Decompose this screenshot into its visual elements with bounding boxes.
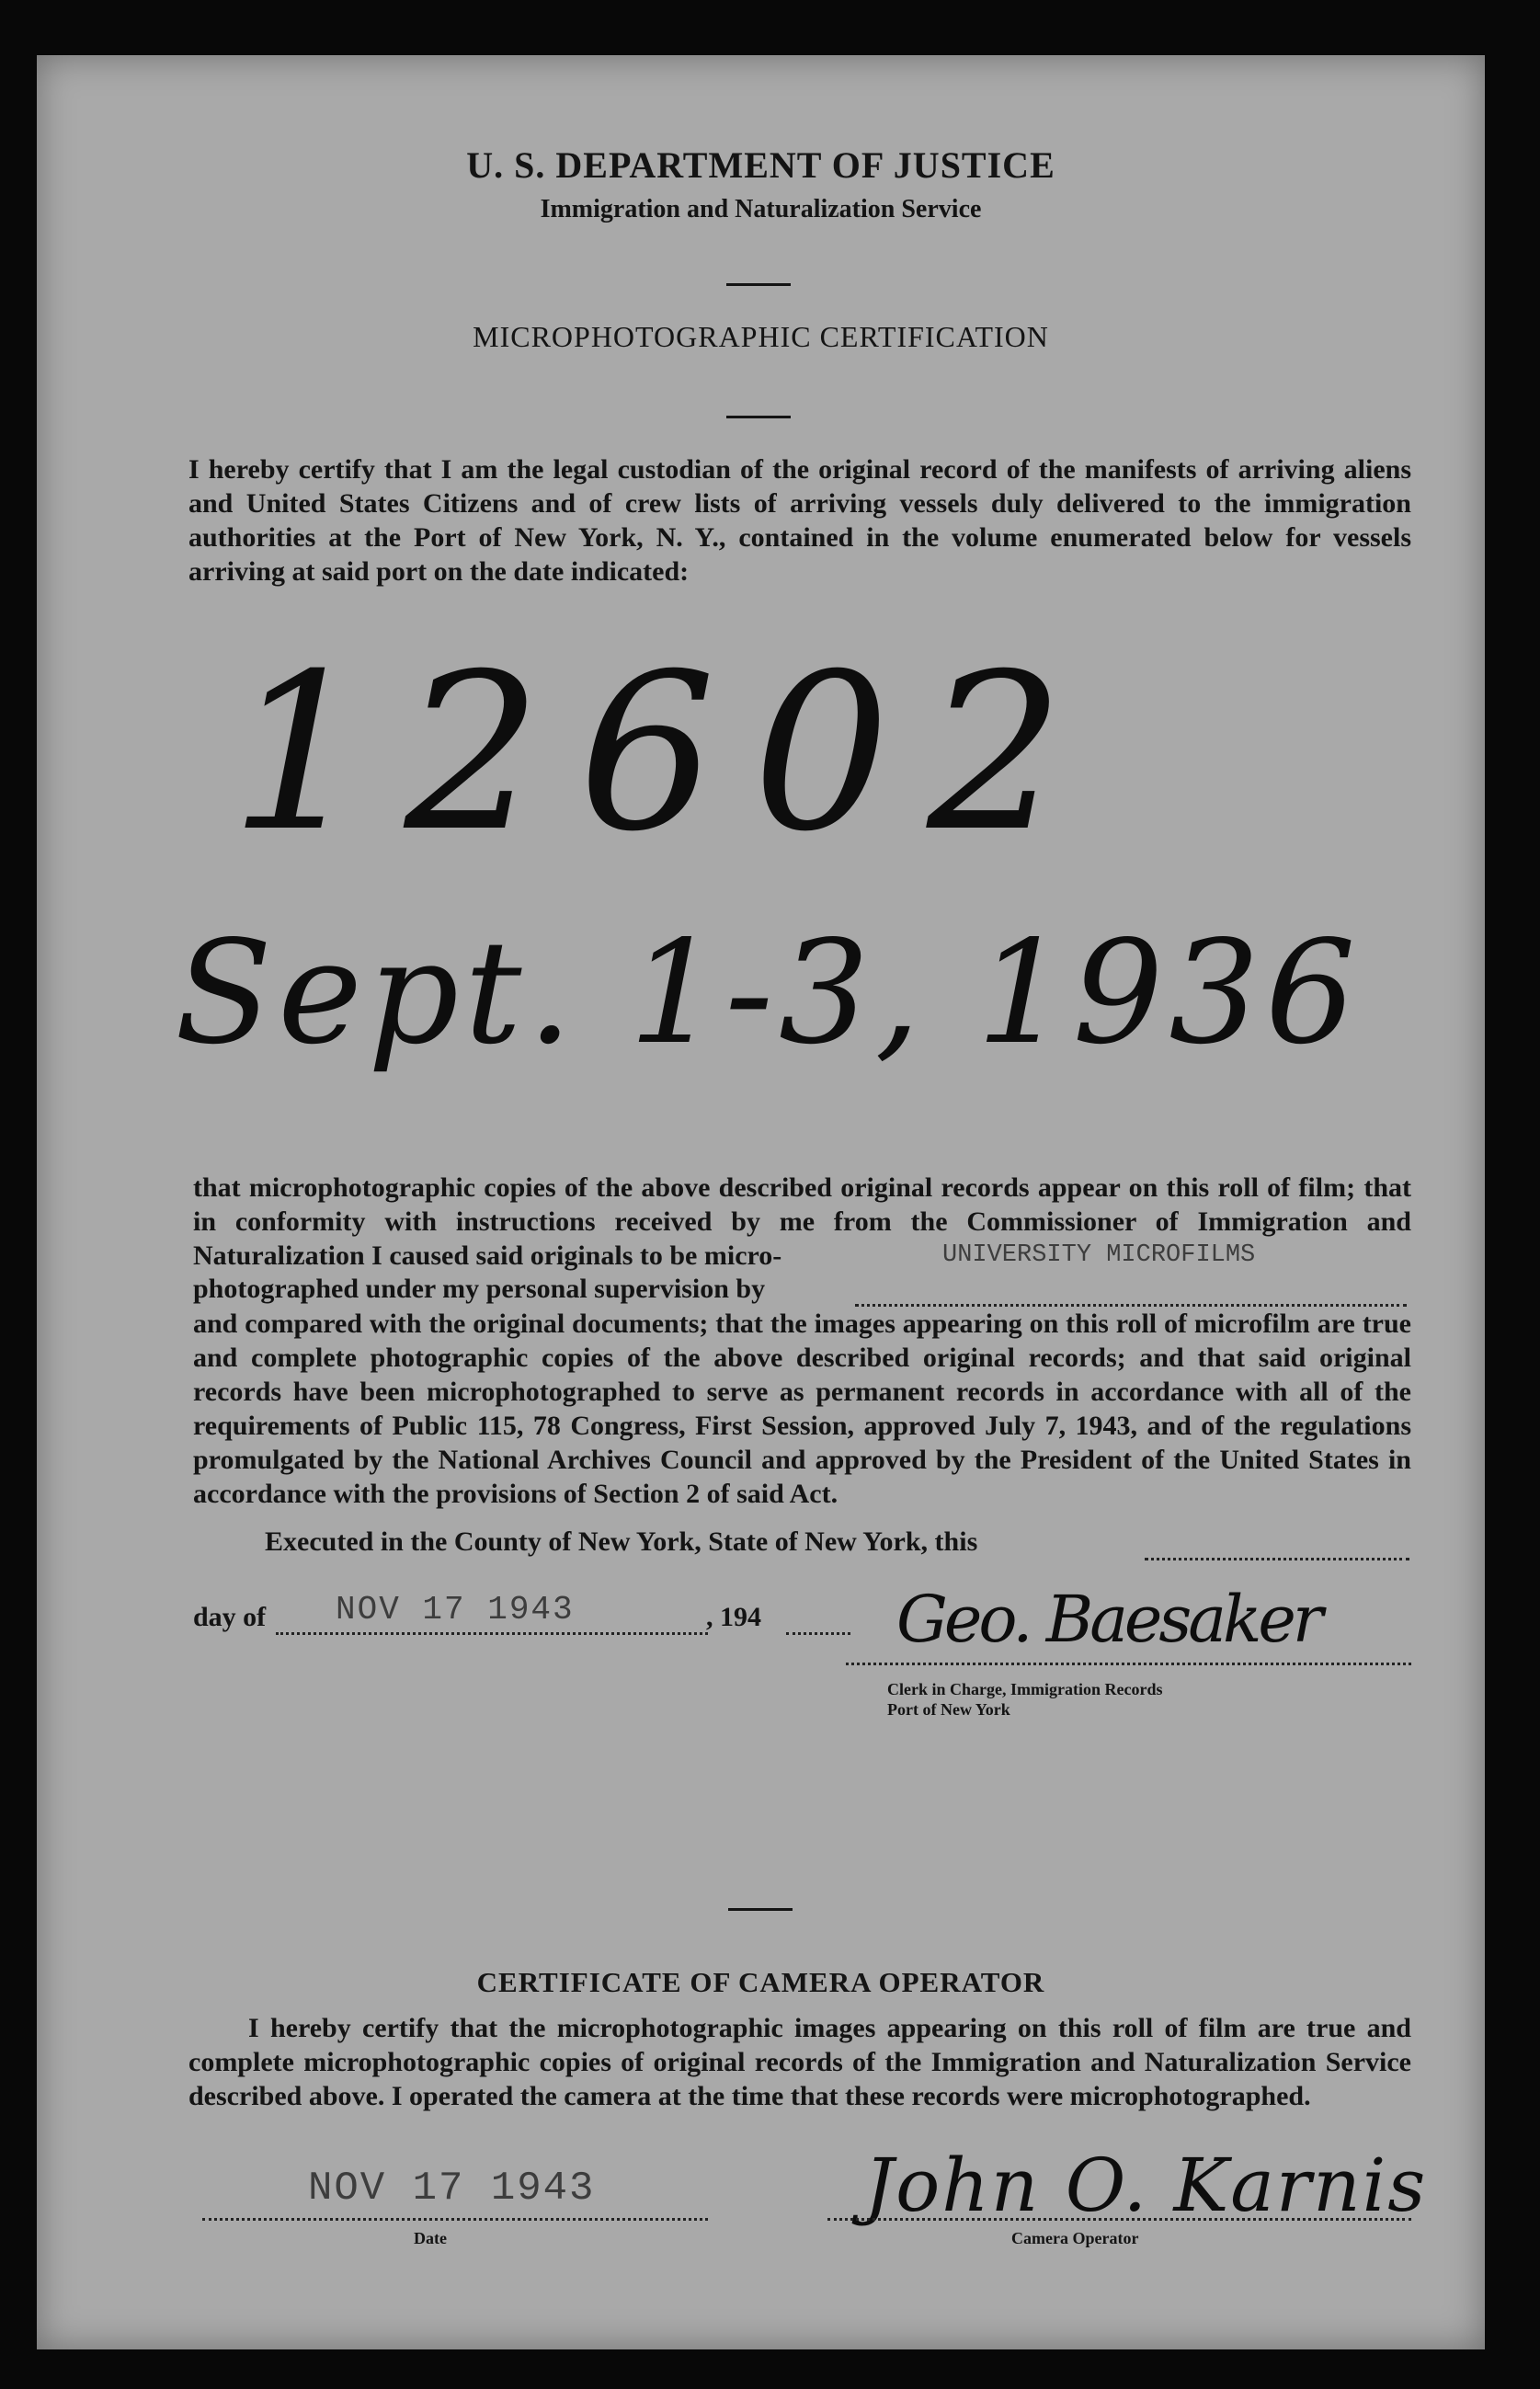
executed-text: Executed in the County of New York, State of New York, this bbox=[265, 1526, 978, 1557]
divider bbox=[726, 283, 791, 286]
operator-date-line bbox=[202, 2218, 708, 2221]
body-paragraph-2: and compared with the original documents; that the images appearing on this roll of microfilm are true and complete photographic copies of the above described original records; and that said original records have been microphotographed to serve as permanent records in accordance with all of the requirements of Public 115, 78 Congress, First Session, approved July 7, 1943, and of the regulations promulgated by the National Archives Council and approved by the President of the United States in accordance with the provisions of Section 2 of said Act. bbox=[193, 1309, 1411, 1509]
day-line bbox=[1145, 1558, 1409, 1560]
operator-date-label: Date bbox=[414, 2229, 447, 2247]
clerk-signature-line bbox=[846, 1663, 1411, 1665]
service-subheading: Immigration and Naturalization Service bbox=[540, 195, 982, 223]
day-of-stamp: NOV 17 1943 bbox=[336, 1591, 575, 1629]
operator-signature-line bbox=[827, 2218, 1411, 2221]
certification-title: MICROPHOTOGRAPHIC CERTIFICATION bbox=[473, 320, 1049, 353]
supervisor-stamp: UNIVERSITY MICROFILMS bbox=[942, 1241, 1256, 1269]
department-heading: U. S. DEPARTMENT OF JUSTICE bbox=[466, 144, 1055, 186]
body-paragraph-1: that microphotographic copies of the above described original records appear on this roll of film; that in conformity with instructions received by me from the Commissioner of Immigration and Naturalization I caused said originals to be micro- bbox=[193, 1172, 1411, 1271]
certificate-page bbox=[37, 55, 1485, 2349]
camera-operator-heading: CERTIFICATE OF CAMERA OPERATOR bbox=[476, 1966, 1045, 1998]
operator-signature-label: Camera Operator bbox=[1011, 2229, 1139, 2247]
handwritten-date-range: Sept. 1-3, 1936 bbox=[175, 909, 1362, 1076]
supervision-label: photographed under my personal supervision by bbox=[193, 1274, 766, 1304]
camera-operator-paragraph: I hereby certify that the microphotographic images appearing on this roll of film are true and complete microphotographic copies of original records of the Immigration and Naturalization Service described above. I operated the camera at the time that these records were microphotographed. bbox=[188, 2013, 1411, 2111]
handwritten-volume-number: 12602 bbox=[230, 628, 1101, 879]
year-label: , 194 bbox=[706, 1602, 761, 1632]
clerk-title-line1: Clerk in Charge, Immigration Records bbox=[887, 1680, 1163, 1698]
clerk-title-line2: Port of New York bbox=[887, 1700, 1010, 1719]
divider bbox=[726, 416, 791, 418]
operator-signature: John O. Karnis bbox=[864, 2143, 1428, 2228]
day-of-label: day of bbox=[193, 1602, 267, 1632]
clerk-signature: Geo. Baesaker bbox=[896, 1582, 1320, 1657]
intro-paragraph: I hereby certify that I am the legal custodian of the original record of the manifests of arriving aliens and United States Citizens and of crew lists of arriving vessels duly delivered to the immigration authorities at the Port of New York, N. Y., contained in the volume enumerated below for vessels arriving at said port on the date indicated: bbox=[188, 454, 1411, 587]
operator-date-stamp: NOV 17 1943 bbox=[308, 2166, 596, 2212]
divider bbox=[728, 1908, 793, 1911]
year-line bbox=[786, 1632, 850, 1635]
date-line bbox=[276, 1632, 708, 1635]
